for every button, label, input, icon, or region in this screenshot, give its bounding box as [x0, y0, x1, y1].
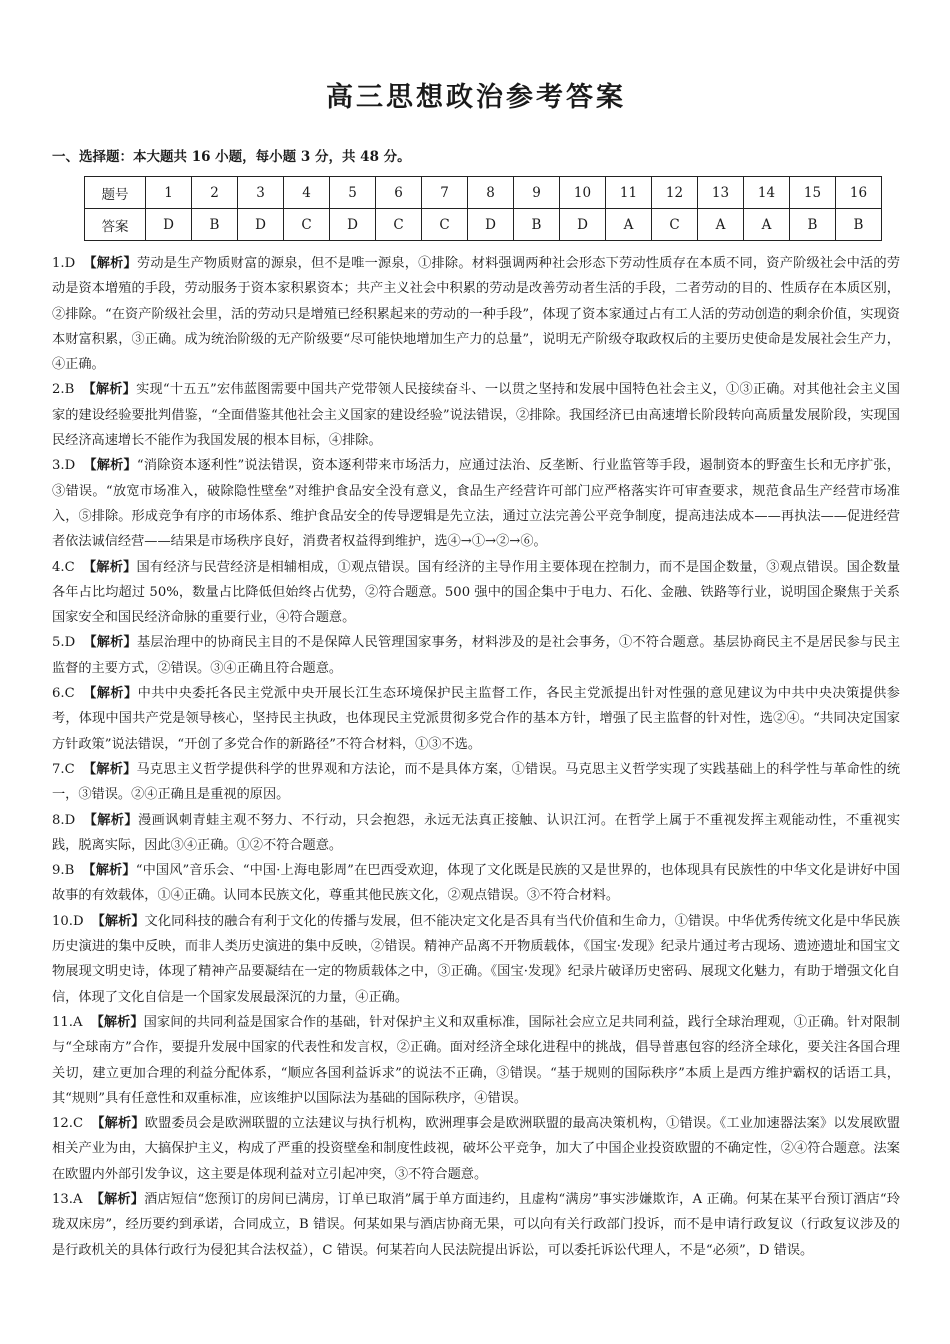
analysis-text: “消除资本逐利性”说法错误，资本逐利带来市场活力，应通过法治、反垄断、行业监管等手段，遏制资本的野蛮生长和无序扩张，③错误。“放宽市场准入，破除隐性壁垒”对维护食品安全没有意义，食品生产经营许可部门应严格落实许可审查要求，规范食品生产经营市场准入，⑤排除。形成竞争有序的市场体系、维护食品安全的传导逻辑是先立法，通过立法完善公平竞争制度，提高违法成本——再执法——促进经营者依法诚信经营——结果是市场秩序良好，消费者权益得到维护，选④→①→②→⑥。 [52, 458, 901, 550]
analysis-item [52, 251, 900, 377]
answer-cell: C [284, 209, 330, 241]
answer-table-answer-row [85, 209, 882, 241]
analysis-tag: 【解析】 [82, 382, 137, 398]
item-label: 10.D [52, 913, 84, 929]
analysis-item [52, 377, 900, 453]
item-label: 1.D [52, 256, 76, 271]
analysis-item [52, 555, 900, 631]
question-number-cell: 4 [284, 177, 330, 209]
answer-cell: A [744, 209, 790, 241]
analysis-tag: 【解析】 [91, 1116, 145, 1132]
analysis-item [52, 1187, 900, 1263]
analysis-item [52, 1111, 900, 1187]
answer-cell: B [836, 209, 882, 241]
answer-cell: D [238, 209, 284, 241]
analysis-tag: 【解析】 [91, 913, 145, 929]
analysis-item [52, 909, 900, 1010]
analysis-text: 文化同科技的融合有利于文化的传播与发展，但不能决定文化是否具有当代价值和生命力，①错误。中华优秀传统文化是中华民族历史演进的集中反映，而非人类历史演进的集中反映，②错误。精神产品离不开物质载体，《国宝·发现》纪录片通过考古现场、遗迹遗址和国宝文物展现文明史诗，体现了精神产品要凝结在一定的物质载体之中，③正确。《国宝·发现》纪录片破译历史密码、展现文化魅力，有助于增强文化自信，体现了文化自信是一个国家发展最深沉的力量，④正确。 [52, 913, 901, 1005]
analysis-tag: 【解析】 [90, 1014, 144, 1030]
analysis-tag: 【解析】 [82, 559, 137, 575]
item-label: 3.D [52, 458, 76, 474]
analysis-item [52, 858, 900, 909]
answer-cell: B [790, 209, 836, 241]
answer-cell: C [652, 209, 698, 241]
question-number-cell: 12 [652, 177, 698, 209]
answer-table-number-row [85, 177, 882, 209]
analysis-item [52, 808, 900, 859]
analysis-list [52, 251, 900, 1263]
analysis-tag: 【解析】 [82, 686, 138, 702]
item-label: 9.B [52, 863, 75, 879]
answer-cell: C [376, 209, 422, 241]
analysis-item [52, 630, 900, 681]
answer-cell: C [422, 209, 468, 241]
analysis-text: 中共中央委托各民主党派中央开展长江生态环境保护民主监督工作，各民主党派提出针对性强的意见建议为中共中央决策提供参考，体现中国共产党是领导核心，坚持民主执政，也体现民主党派贯彻多党合作的基本方针，增强了民主监督的针对性，选②④。“共同决定国家方针政策”说法错误，“开创了多党合作的新路径”不符合材料，①③不选。 [52, 686, 900, 752]
analysis-tag: 【解析】 [83, 635, 137, 651]
analysis-tag: 【解析】 [83, 812, 139, 828]
analysis-tag: 【解析】 [90, 1191, 145, 1207]
question-number-cell: 6 [376, 177, 422, 209]
analysis-text: 基层治理中的协商民主目的不是保障人民管理国家事务，材料涉及的是社会事务，①不符合题意。基层协商民主不是居民参与民主监督的主要方式，②错误。③④正确且符合题意。 [52, 635, 901, 676]
answer-cell: D [330, 209, 376, 241]
item-label: 8.D [52, 812, 76, 828]
question-number-cell: 14 [744, 177, 790, 209]
row-header-answer: 答案 [85, 209, 146, 241]
analysis-text: 国有经济与民营经济是相辅相成，①观点错误。国有经济的主导作用主要体现在控制力，而不是国企数量，③观点错误。国企数量各年占比均超过 50%，数量占比降低但始终占优势，②符合题意。500 强中的国企集中于电力、石化、金融、铁路等行业，说明国企聚焦于关系国家安全和国民经济命脉的重要行业，④符合题意。 [52, 559, 901, 626]
answer-cell: D [468, 209, 514, 241]
item-label: 13.A [52, 1191, 83, 1207]
question-number-cell: 16 [836, 177, 882, 209]
question-number-cell: 10 [560, 177, 606, 209]
analysis-text: 欧盟委员会是欧洲联盟的立法建议与执行机构，欧洲理事会是欧洲联盟的最高决策机构，①错误。《工业加速器法案》以发展欧盟相关产业为由，大搞保护主义，构成了严重的投资壁垒和制度性歧视，破坏公平竞争，加大了中国企业投资欧盟的不确定性，②④符合题意。法案在欧盟内外部引发争议，这主要是体现利益对立引起冲突，③不符合题意。 [52, 1116, 901, 1182]
analysis-item [52, 757, 900, 808]
analysis-tag: 【解析】 [83, 458, 137, 474]
item-label: 4.C [52, 559, 75, 575]
item-label: 2.B [52, 382, 75, 398]
answer-cell: D [146, 209, 192, 241]
row-header-number: 题号 [85, 177, 146, 209]
section-heading: 一、选择题：本大题共 16 小题，每小题 3 分，共 48 分。 [52, 149, 411, 165]
question-number-cell: 8 [468, 177, 514, 209]
question-number-cell: 11 [606, 177, 652, 209]
analysis-text: 国家间的共同利益是国家合作的基础，针对保护主义和双重标准，国际社会应立足共同利益，践行全球治理观，①正确。针对限制与“全球南方”合作，要提升发展中国家的代表性和发言权，②正确。面对经济全球化进程中的挑战，倡导普惠包容的经济全球化，要关注各国合理关切，建立更加合理的利益分配体系，“顺应各国利益诉求”的说法不正确，③错误。“基于规则的国际秩序”本质上是西方维护霸权的话语工具，其“规则”具有任意性和双重标准，应该维护以国际法为基础的国际秩序，④错误。 [52, 1014, 901, 1106]
question-number-cell: 13 [698, 177, 744, 209]
analysis-text: “中国风”音乐会、“中国·上海电影周”在巴西受欢迎，体现了文化既是民族的又是世界的，也体现具有民族性的中华文化是讲好中国故事的有效载体，①④正确。认同本民族文化，尊重其他民族文化，②观点错误。③不符合材料。 [52, 863, 901, 904]
question-number-cell: 1 [146, 177, 192, 209]
analysis-text: 实现“十五五”宏伟蓝图需要中国共产党带领人民接续奋斗、一以贯之坚持和发展中国特色社会主义，①③正确。对其他社会主义国家的建设经验要批判借鉴，“全面借鉴其他社会主义国家的建设经验”说法错误，②排除。我国经济已由高速增长阶段转向高质量发展阶段，实现国民经济高速增长不能作为我国发展的根本目标，④排除。 [52, 382, 900, 449]
item-label: 6.C [52, 686, 75, 702]
analysis-item [52, 681, 900, 757]
answer-cell: A [606, 209, 652, 241]
analysis-text: 马克思主义哲学提供科学的世界观和方法论，而不是具体方案，①错误。马克思主义哲学实现了实践基础上的科学性与革命性的统一，③错误。②④正确且是重视的原因。 [52, 761, 901, 803]
answer-table [84, 176, 882, 241]
analysis-tag: 【解析】 [82, 863, 136, 879]
analysis-tag: 【解析】 [83, 256, 137, 271]
analysis-item [52, 453, 900, 554]
item-label: 7.C [52, 761, 75, 777]
item-label: 5.D [52, 635, 76, 651]
item-label: 12.C [52, 1116, 84, 1132]
analysis-tag: 【解析】 [82, 761, 137, 777]
answer-cell: A [698, 209, 744, 241]
analysis-item [52, 1010, 900, 1111]
page-title: 高三思想政治参考答案 [326, 82, 626, 113]
answer-cell: D [560, 209, 606, 241]
question-number-cell: 15 [790, 177, 836, 209]
analysis-text: 酒店短信“您预订的房间已满房，订单已取消”属于单方面违约，且虚构“满房”事实涉嫌欺诈，A 正确。何某在某平台预订酒店“玲珑双床房”，经历要约到承诺，合同成立，B 错误。何某如果与酒店协商无果，可以向有关行政部门投诉，而不是申请行政复议（行政复议涉及的是行政机关的具体行政行为侵犯其合法权益），C 错误。何某若向人民法院提出诉讼，可以委托诉讼代理人，不是“必须”，D 错误。 [52, 1191, 901, 1258]
answer-cell: B [514, 209, 560, 241]
question-number-cell: 7 [422, 177, 468, 209]
question-number-cell: 3 [238, 177, 284, 209]
analysis-text: 劳动是生产物质财富的源泉，但不是唯一源泉，①排除。材料强调两种社会形态下劳动性质存在本质不同，资产阶级社会中活的劳动是资本增殖的手段，劳动服务于资本家积累资本；共产主义社会中积累的劳动是改善劳动者生活的手段，二者劳动的目的、性质存在本质区别，②排除。“在资产阶级社会里，活的劳动只是增殖已经积累起来的劳动的一种手段”，体现了资本家通过占有工人活的劳动创造的剩余价值，实现资本财富积累，③正确。成为统治阶级的无产阶级要“尽可能快地增加生产力的总量”，说明无产阶级夺取政权后的主要历史使命是发展社会生产力，④正确。 [52, 256, 901, 373]
analysis-text: 漫画讽刺青蛙主观不努力、不行动，只会抱怨，永远无法真正接触、认识江河。在哲学上属于不重视发挥主观能动性，不重视实践，脱离实际，因此③④正确。①②不符合题意。 [52, 812, 901, 853]
question-number-cell: 9 [514, 177, 560, 209]
answer-cell: B [192, 209, 238, 241]
question-number-cell: 5 [330, 177, 376, 209]
question-number-cell: 2 [192, 177, 238, 209]
item-label: 11.A [52, 1014, 83, 1030]
